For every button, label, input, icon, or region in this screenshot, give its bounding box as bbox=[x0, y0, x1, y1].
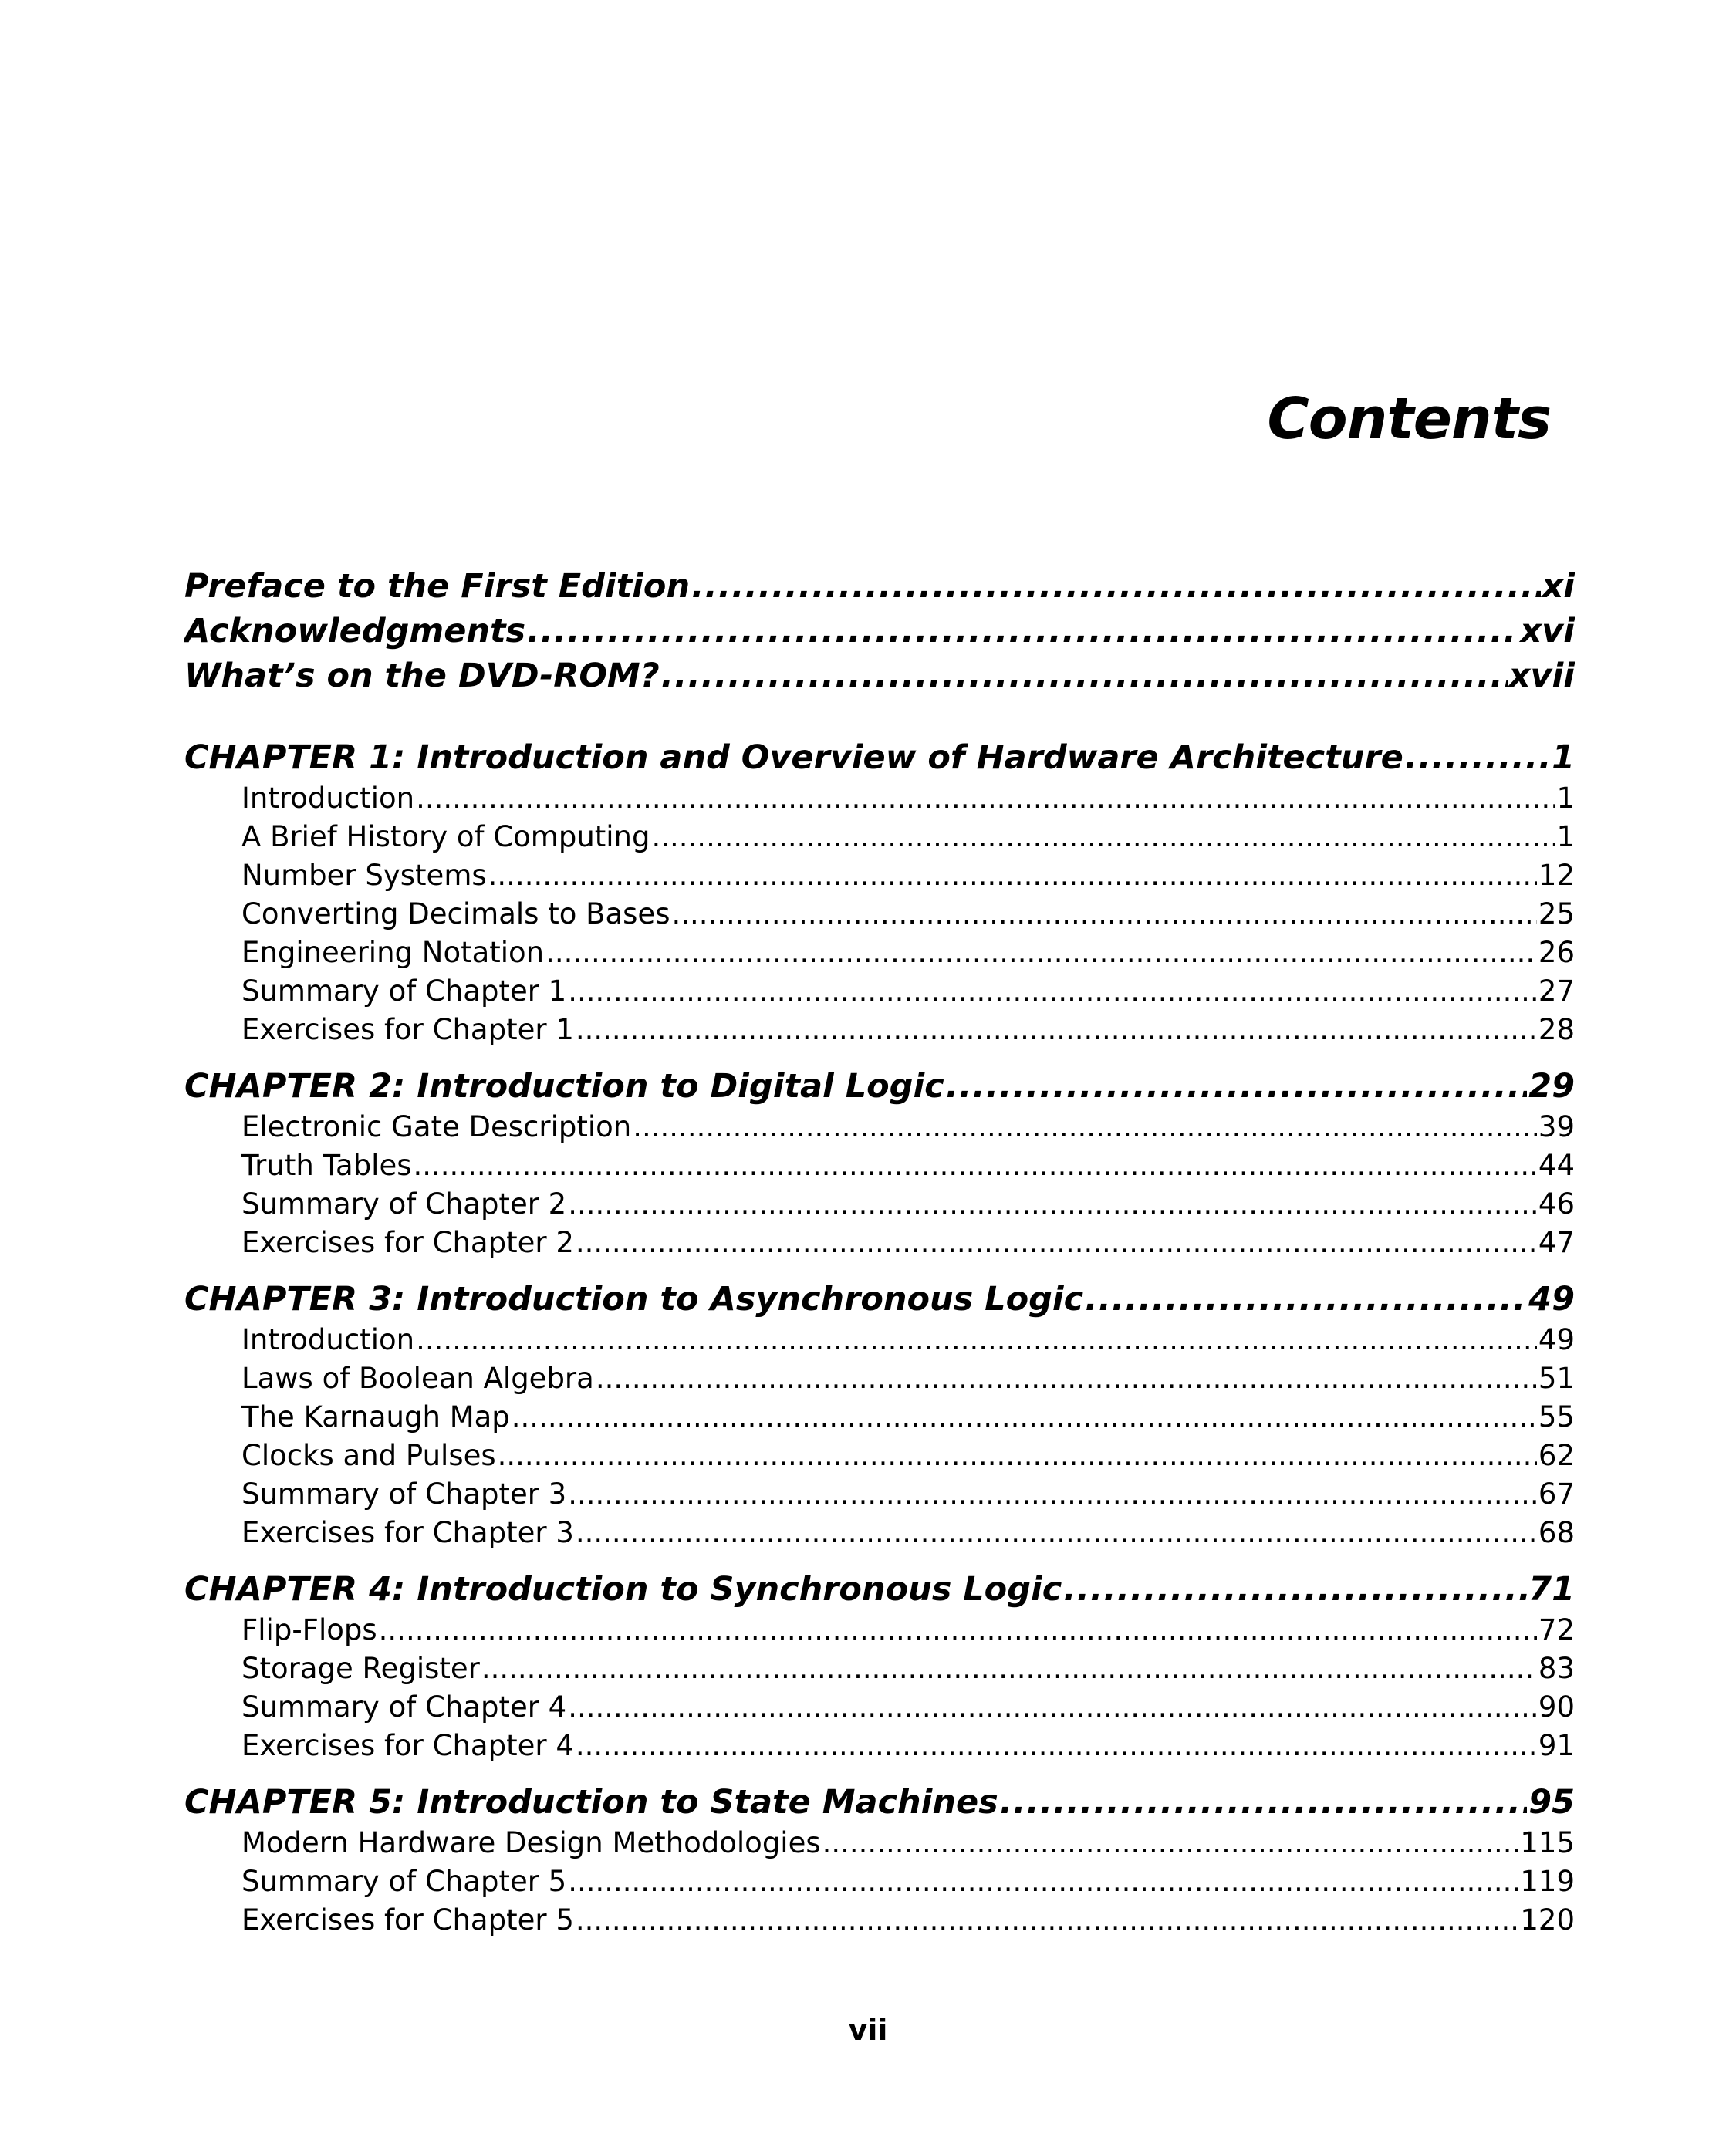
toc-chapter-3[interactable] bbox=[184, 1265, 1575, 1319]
section-page: 120 bbox=[1520, 1903, 1575, 1937]
chapter-page: 95 bbox=[1528, 1783, 1575, 1822]
toc-section[interactable] bbox=[184, 1226, 1575, 1265]
section-page: 62 bbox=[1538, 1439, 1575, 1472]
toc-section[interactable] bbox=[184, 1323, 1575, 1362]
section-page: 68 bbox=[1538, 1516, 1575, 1549]
toc-entry-page: xvi bbox=[1520, 612, 1575, 650]
toc-entry-label: Acknowledgments bbox=[184, 612, 526, 650]
dot-leader bbox=[633, 1110, 1537, 1143]
toc-section[interactable] bbox=[184, 1729, 1575, 1768]
section-page: 39 bbox=[1538, 1110, 1575, 1143]
section-label: Exercises for Chapter 4 bbox=[241, 1729, 574, 1762]
section-page: 25 bbox=[1538, 897, 1575, 930]
section-label: The Karnaugh Map bbox=[241, 1400, 510, 1434]
toc-section[interactable] bbox=[184, 820, 1575, 859]
section-page: 27 bbox=[1538, 974, 1575, 1008]
dot-leader bbox=[416, 782, 1555, 815]
toc-section[interactable] bbox=[184, 1690, 1575, 1729]
toc-chapter-5[interactable] bbox=[184, 1768, 1575, 1822]
section-label: Truth Tables bbox=[241, 1149, 412, 1182]
section-page: 12 bbox=[1538, 859, 1575, 892]
section-page: 67 bbox=[1538, 1477, 1575, 1511]
toc-entry-acknowledgments[interactable] bbox=[184, 612, 1575, 657]
dot-leader bbox=[498, 1439, 1537, 1472]
section-label: Exercises for Chapter 5 bbox=[241, 1903, 574, 1937]
toc-section[interactable] bbox=[184, 1903, 1575, 1942]
section-label: Summary of Chapter 4 bbox=[241, 1690, 567, 1724]
toc-section[interactable] bbox=[184, 1400, 1575, 1439]
dot-leader bbox=[416, 1323, 1537, 1356]
toc-section[interactable] bbox=[184, 974, 1575, 1013]
toc-section[interactable] bbox=[184, 1110, 1575, 1149]
dot-leader bbox=[379, 1613, 1537, 1646]
section-page: 44 bbox=[1538, 1149, 1575, 1182]
toc-section[interactable] bbox=[184, 782, 1575, 820]
toc-section[interactable] bbox=[184, 936, 1575, 974]
section-label: Summary of Chapter 2 bbox=[241, 1187, 567, 1221]
dot-leader bbox=[1063, 1570, 1527, 1609]
toc-section[interactable] bbox=[184, 1652, 1575, 1690]
section-label: Introduction bbox=[241, 782, 415, 815]
section-page: 26 bbox=[1538, 936, 1575, 969]
toc-section[interactable] bbox=[184, 859, 1575, 897]
section-label: Converting Decimals to Bases bbox=[241, 897, 670, 930]
chapter-label: CHAPTER 5: Introduction to State Machines bbox=[184, 1783, 998, 1822]
toc-entry-label: What’s on the DVD-ROM? bbox=[184, 657, 660, 695]
dot-leader bbox=[527, 612, 1518, 650]
section-label: Engineering Notation bbox=[241, 936, 545, 969]
dot-leader bbox=[596, 1362, 1537, 1395]
section-page: 28 bbox=[1538, 1013, 1575, 1046]
chapter-page: 29 bbox=[1528, 1067, 1575, 1106]
dot-leader bbox=[661, 657, 1508, 695]
dot-leader bbox=[576, 1516, 1537, 1549]
toc-entry-label: Preface to the First Edition bbox=[184, 567, 691, 606]
dot-leader bbox=[576, 1729, 1537, 1762]
section-page: 51 bbox=[1538, 1362, 1575, 1395]
section-page: 47 bbox=[1538, 1226, 1575, 1259]
section-label: Clocks and Pulses bbox=[241, 1439, 496, 1472]
section-page: 1 bbox=[1556, 820, 1575, 853]
page-title: Contents bbox=[1267, 386, 1551, 452]
section-page: 1 bbox=[1556, 782, 1575, 815]
toc-entry-dvd-rom[interactable] bbox=[184, 657, 1575, 701]
toc-section[interactable] bbox=[184, 1865, 1575, 1903]
toc-section[interactable] bbox=[184, 897, 1575, 936]
dot-leader bbox=[545, 936, 1537, 969]
dot-leader bbox=[576, 1903, 1519, 1937]
toc-section[interactable] bbox=[184, 1362, 1575, 1400]
section-page: 90 bbox=[1538, 1690, 1575, 1724]
dot-leader bbox=[691, 567, 1540, 606]
toc-chapter-4[interactable] bbox=[184, 1555, 1575, 1609]
dot-leader bbox=[671, 897, 1536, 930]
chapter-label: CHAPTER 4: Introduction to Synchronous Logic bbox=[184, 1570, 1062, 1609]
dot-leader bbox=[568, 1690, 1537, 1724]
dot-leader bbox=[568, 1187, 1537, 1221]
section-page: 72 bbox=[1538, 1613, 1575, 1646]
dot-leader bbox=[481, 1652, 1537, 1685]
section-label: Summary of Chapter 3 bbox=[241, 1477, 567, 1511]
toc-entry-preface[interactable] bbox=[184, 567, 1575, 612]
section-page: 55 bbox=[1538, 1400, 1575, 1434]
section-label: Exercises for Chapter 2 bbox=[241, 1226, 574, 1259]
chapter-page: 1 bbox=[1552, 738, 1575, 777]
section-page: 115 bbox=[1520, 1826, 1575, 1859]
dot-leader bbox=[414, 1149, 1537, 1182]
dot-leader bbox=[568, 1865, 1518, 1898]
chapter-label: CHAPTER 1: Introduction and Overview of Hardware Architecture bbox=[184, 738, 1403, 777]
section-label: Summary of Chapter 5 bbox=[241, 1865, 567, 1898]
dot-leader bbox=[822, 1826, 1519, 1859]
toc-chapter-1[interactable] bbox=[184, 723, 1575, 777]
section-label: Number Systems bbox=[241, 859, 487, 892]
section-label: A Brief History of Computing bbox=[241, 820, 650, 853]
toc-section[interactable] bbox=[184, 1516, 1575, 1555]
page-number: vii bbox=[848, 2013, 888, 2047]
toc-section[interactable] bbox=[184, 1439, 1575, 1477]
toc-section[interactable] bbox=[184, 1613, 1575, 1652]
section-page: 83 bbox=[1538, 1652, 1575, 1685]
table-of-contents bbox=[184, 567, 1575, 1942]
toc-section[interactable] bbox=[184, 1013, 1575, 1052]
toc-section[interactable] bbox=[184, 1826, 1575, 1865]
toc-entry-page: xi bbox=[1542, 567, 1575, 606]
section-label: Introduction bbox=[241, 1323, 415, 1356]
chapter-label: CHAPTER 3: Introduction to Asynchronous Logic bbox=[184, 1280, 1084, 1319]
section-page: 49 bbox=[1538, 1323, 1575, 1356]
toc-entry-page: xvii bbox=[1508, 657, 1575, 695]
dot-leader bbox=[1405, 738, 1550, 777]
section-label: Electronic Gate Description bbox=[241, 1110, 632, 1143]
chapter-label: CHAPTER 2: Introduction to Digital Logic bbox=[184, 1067, 944, 1106]
section-page: 91 bbox=[1538, 1729, 1575, 1762]
chapter-page: 71 bbox=[1528, 1570, 1575, 1609]
dot-leader bbox=[568, 1477, 1537, 1511]
section-label: Modern Hardware Design Methodologies bbox=[241, 1826, 821, 1859]
toc-section[interactable] bbox=[184, 1477, 1575, 1516]
section-label: Exercises for Chapter 1 bbox=[241, 1013, 574, 1046]
dot-leader bbox=[1000, 1783, 1527, 1822]
section-label: Storage Register bbox=[241, 1652, 480, 1685]
dot-leader bbox=[946, 1067, 1527, 1106]
chapter-page: 49 bbox=[1528, 1280, 1575, 1319]
dot-leader bbox=[1085, 1280, 1527, 1319]
dot-leader bbox=[652, 820, 1555, 853]
toc-section[interactable] bbox=[184, 1187, 1575, 1226]
section-page: 119 bbox=[1520, 1865, 1575, 1898]
section-label: Summary of Chapter 1 bbox=[241, 974, 567, 1008]
dot-leader bbox=[576, 1226, 1537, 1259]
dot-leader bbox=[568, 974, 1537, 1008]
toc-chapter-2[interactable] bbox=[184, 1052, 1575, 1106]
section-label: Flip-Flops bbox=[241, 1613, 377, 1646]
section-page: 46 bbox=[1538, 1187, 1575, 1221]
toc-section[interactable] bbox=[184, 1149, 1575, 1187]
dot-leader bbox=[512, 1400, 1537, 1434]
section-label: Exercises for Chapter 3 bbox=[241, 1516, 574, 1549]
section-label: Laws of Boolean Algebra bbox=[241, 1362, 594, 1395]
dot-leader bbox=[576, 1013, 1537, 1046]
dot-leader bbox=[488, 859, 1537, 892]
spacer bbox=[184, 701, 1575, 723]
